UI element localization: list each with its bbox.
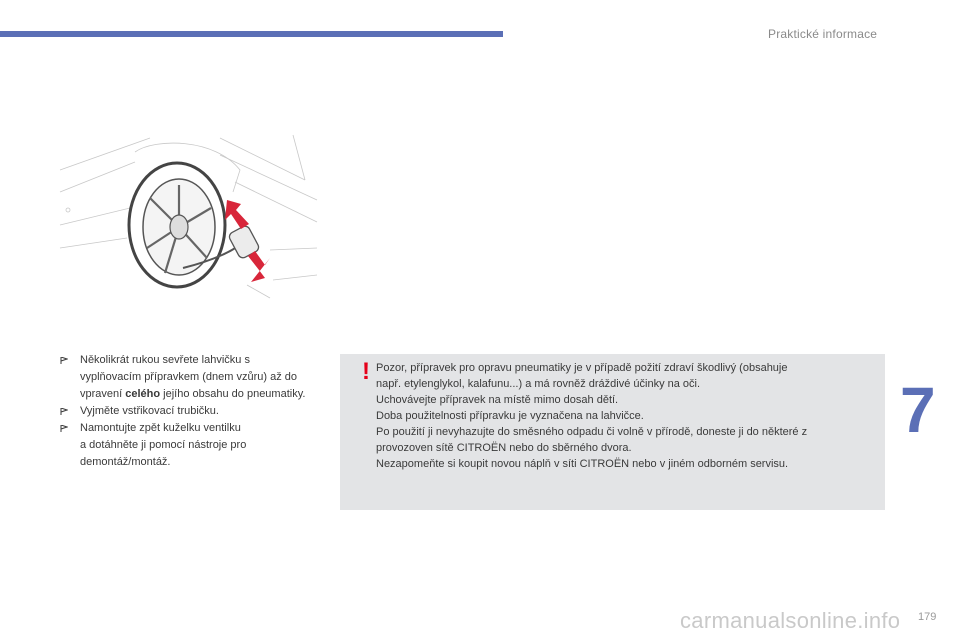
instruction-list bbox=[60, 352, 328, 471]
warning-line: Uchovávejte přípravek na místě mimo dosah dětí. bbox=[376, 394, 619, 406]
warning-text bbox=[376, 360, 876, 472]
instruction-step bbox=[60, 420, 328, 471]
step-line: demontáž/montáž. bbox=[80, 456, 171, 468]
instruction-step bbox=[60, 403, 328, 420]
step-emphasis: celého bbox=[125, 388, 161, 400]
warning-exclamation-icon: ! bbox=[362, 358, 370, 385]
section-title: Praktické informace bbox=[768, 27, 878, 41]
step-line: a dotáhněte ji pomocí nástroje pro bbox=[80, 439, 247, 451]
warning-line: Doba použitelnosti přípravku je vyznačena na lahvičce. bbox=[376, 410, 644, 422]
flag-bullet-icon bbox=[60, 357, 68, 364]
step-line: jejího obsahu do pneumatiky. bbox=[160, 388, 306, 400]
flag-bullet-icon bbox=[60, 408, 68, 415]
warning-line: např. etylenglykol, kalafunu...) a má rovněž dráždivé účinky na oči. bbox=[376, 378, 701, 390]
page-number: 179 bbox=[918, 611, 937, 623]
step-line: vpravení bbox=[80, 388, 126, 400]
step-line: Namontujte zpět kuželku ventilku bbox=[80, 422, 241, 434]
warning-box bbox=[340, 354, 885, 510]
header-accent-bar bbox=[0, 31, 503, 37]
warning-line: Pozor, přípravek pro opravu pneumatiky je v případě požití zdraví škodlivý (obsahuje bbox=[376, 362, 788, 374]
instruction-step bbox=[60, 352, 328, 403]
step-line: Několikrát rukou sevřete lahvičku s bbox=[80, 354, 250, 366]
warning-line: Nezapomeňte si koupit novou náplň v síti CITROËN nebo v jiném odborném servisu. bbox=[376, 458, 789, 470]
flag-bullet-icon bbox=[60, 425, 68, 432]
chapter-number: 7 bbox=[900, 374, 936, 446]
step-line: Vyjměte vstřikovací trubičku. bbox=[80, 405, 219, 417]
warning-line: provozoven sítě CITROËN nebo do sběrného dvora. bbox=[376, 442, 632, 454]
watermark: carmanualsonline.info bbox=[680, 608, 901, 633]
step-line: vyplňovacím přípravkem (dnem vzůru) až do bbox=[80, 371, 298, 383]
warning-line: Po použití ji nevyhazujte do směsného odpadu či volně v přírodě, doneste ji do některé z bbox=[376, 426, 808, 438]
tire-repair-illustration bbox=[55, 130, 325, 305]
